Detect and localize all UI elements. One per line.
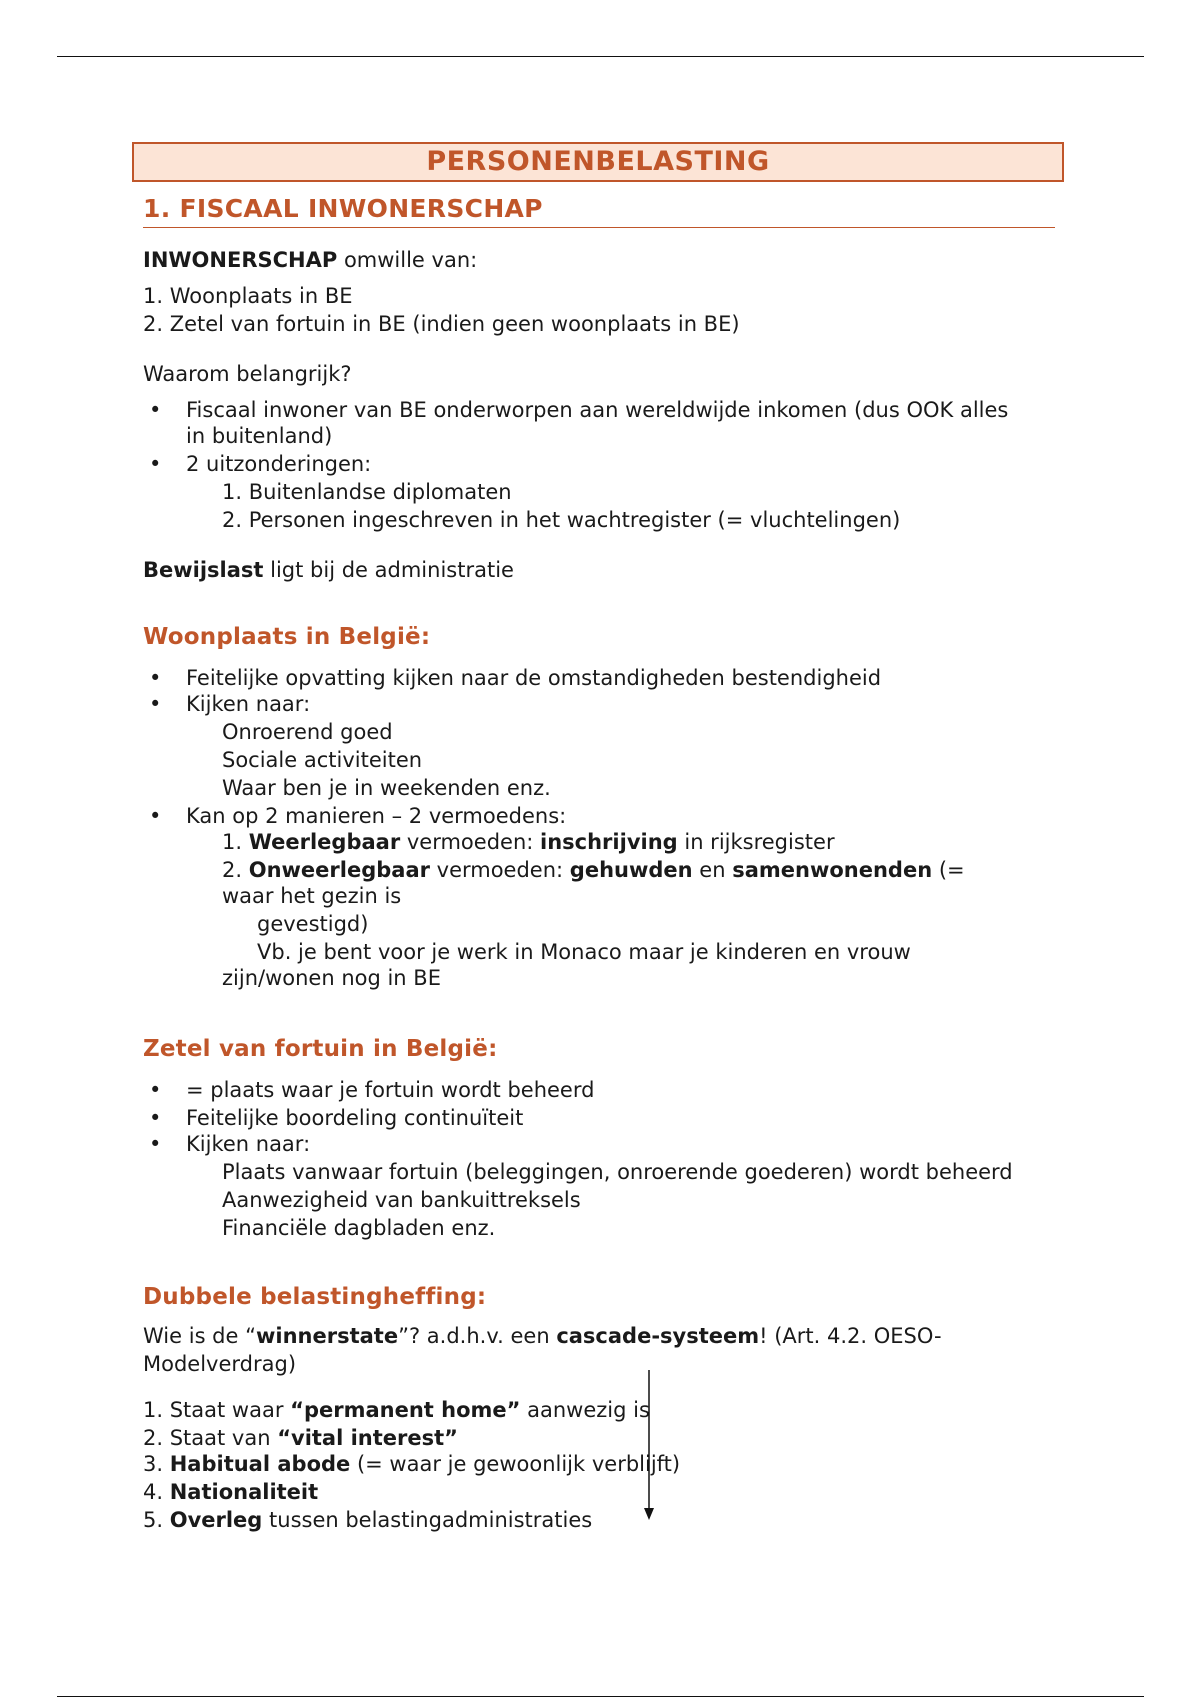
- bullet-icon: •: [149, 666, 162, 690]
- footer-rule: [57, 1696, 1144, 1697]
- list-item: 1. Woonplaats in BE: [143, 284, 353, 308]
- bullet-icon: •: [149, 804, 162, 828]
- inwonerschap-term: INWONERSCHAP: [143, 248, 338, 272]
- heading-woonplaats: Woonplaats in België:: [143, 624, 431, 650]
- cascade-step: 4. Nationaliteit: [143, 1480, 319, 1504]
- page-title: PERSONENBELASTING: [132, 142, 1064, 182]
- bullet-icon: •: [149, 1078, 162, 1102]
- section-heading-fiscaal-inwonerschap: 1. FISCAAL INWONERSCHAP: [143, 194, 1055, 228]
- heading-dubbele-belastingheffing: Dubbele belastingheffing:: [143, 1284, 487, 1310]
- cascade-down-arrow-icon: [641, 1368, 657, 1524]
- why-question: Waarom belangrijk?: [143, 362, 352, 386]
- cascade-step: 3. Habitual abode (= waar je gewoonlijk verblijft): [143, 1452, 681, 1476]
- winnerstate-line: Wie is de “winnerstate”? a.d.h.v. een cascade-systeem! (Art. 4.2. OESO-: [143, 1324, 942, 1348]
- bullet-icon: •: [149, 692, 162, 716]
- inwonerschap-intro: INWONERSCHAP omwille van:: [143, 248, 478, 272]
- winnerstate-line-continuation: Modelverdrag): [143, 1352, 297, 1376]
- bewijslast-line: Bewijslast ligt bij de administratie: [143, 558, 514, 582]
- cascade-step: 1. Staat waar “permanent home” aanwezig is: [143, 1398, 650, 1422]
- heading-zetel-van-fortuin: Zetel van fortuin in België:: [143, 1036, 498, 1062]
- cascade-step: 2. Staat van “vital interest”: [143, 1426, 458, 1450]
- list-item: 2. Zetel van fortuin in BE (indien geen woonplaats in BE): [143, 312, 740, 336]
- cascade-step: 5. Overleg tussen belastingadministraties: [143, 1508, 593, 1532]
- header-rule: [57, 56, 1144, 57]
- bullet-icon: •: [149, 1132, 162, 1156]
- bullet-icon: •: [149, 398, 162, 422]
- bullet-icon: •: [149, 452, 162, 476]
- bullet-icon: •: [149, 1106, 162, 1130]
